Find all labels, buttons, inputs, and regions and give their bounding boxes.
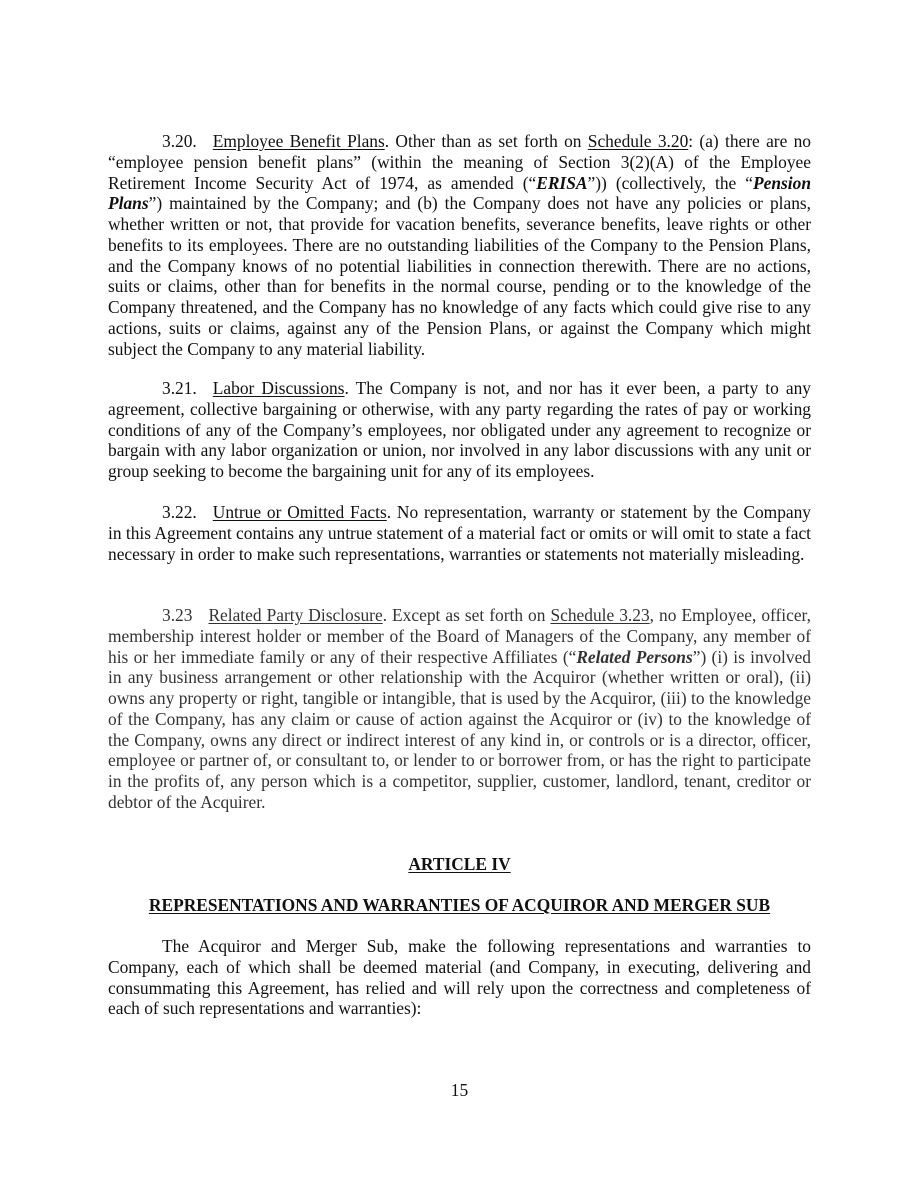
body-text: . Other than as set forth on — [384, 131, 588, 151]
underlined-heading-text: Schedule 3.20 — [587, 131, 689, 151]
defined-term: Related Persons — [576, 646, 693, 667]
body-text: 3.20. — [162, 131, 197, 151]
article-intro-paragraph: The Acquiror and Merger Sub, make the following representations and warranties to Company, each of which shall be deemed material (and Company, in executing, delivering and consummating this Agreement, has relied and will rely upon the correctness and completeness of each of such representations and warranties): — [108, 936, 811, 1019]
article-number: ARTICLE IV — [408, 854, 511, 874]
article-title: REPRESENTATIONS AND WARRANTIES OF ACQUIROR AND MERGER SUB — [148, 895, 771, 915]
body-text: . Except as set forth on — [382, 605, 551, 625]
body-text: ”)) (collectively, the “ — [587, 172, 754, 193]
body-text: ”) maintained by the Company; and (b) the Company does not have any policies or plans, whether written or not, that provide for vacation benefits, severance benefits, leave rights or other benefits to its employees. There are no outstanding liabilities of the Company to the Pension Plans, and the Company knows of no potential liabilities in connection therewith. There are no actions, suits or claims, other than for benefits in the normal course, pending or to the knowledge of the Company threatened, and the Company has no knowledge of any facts which could give rise to any actions, suits or claims, against any of the Pension Plans, or against the Company which might subject the Company to any material liability. — [108, 193, 811, 359]
body-text: . No representation, warranty or statement by the Company in this Agreement contains any untrue statement of a material fact or omits or will omit to state a fact necessary in order to make such representations, warranties or statements not materially misleading. — [108, 502, 811, 564]
underlined-heading-text: Employee Benefit Plans — [212, 131, 385, 151]
body-text: : (a) there are no “employee pension benefit plans” (within the meaning of Section 3(2)(A) of the Employee Retirement Income Security Act of 1974, as amended (“ — [108, 131, 811, 193]
defined-term: Pension Plans — [108, 172, 811, 214]
body-text: , no Employee, officer, membership interest holder or member of the Board of Managers of the Company, any member of his or her immediate family or any of their respective Affiliates (“ — [108, 605, 811, 667]
defined-term: ERISA — [536, 172, 588, 193]
body-text: . The Company is not, and nor has it ever been, a party to any agreement, collective bargaining or otherwise, with any party regarding the rates of pay or working conditions of any of the Company’s employees, nor obligated under any agreement to recognize or bargain with any labor organization or union, nor involved in any labor discussions with any unit or group seeking to become the bargaining unit for any of its employees. — [108, 378, 811, 481]
underlined-heading-text: Untrue or Omitted Facts — [212, 502, 387, 522]
body-text: 3.22. — [162, 502, 197, 522]
section-3-23-related-party-disclosure — [108, 605, 811, 813]
page-number: 15 — [450, 1080, 469, 1100]
section-3-21-labor-discussions — [108, 378, 811, 482]
body-text: ”) (i) is involved in any business arrangement or other relationship with the Acquiror (whether written or oral), (ii) owns any property or right, tangible or intangible, that is used by the Acquiror, (iii) to the knowledge of the Company, has any claim or cause of action against the Acquiror or (iv) to the knowledge of the Company, owns any direct or indirect interest of any kind in, or controls or is a director, officer, employee or partner of, or consultant to, or lender to or borrower from, or has the right to participate in the profits of, any person which is a competitor, supplier, customer, landlord, tenant, creditor or debtor of the Acquirer. — [108, 646, 811, 812]
section-3-22-untrue-or-omitted-facts — [108, 502, 811, 564]
body-text: 3.21. — [162, 378, 197, 398]
underlined-heading-text: Related Party Disclosure — [208, 605, 383, 625]
underlined-heading-text: Schedule 3.23 — [550, 605, 650, 625]
body-text: 3.23 — [162, 605, 193, 625]
underlined-heading-text: Labor Discussions — [212, 378, 345, 398]
section-3-20-employee-benefit-plans — [108, 131, 811, 359]
